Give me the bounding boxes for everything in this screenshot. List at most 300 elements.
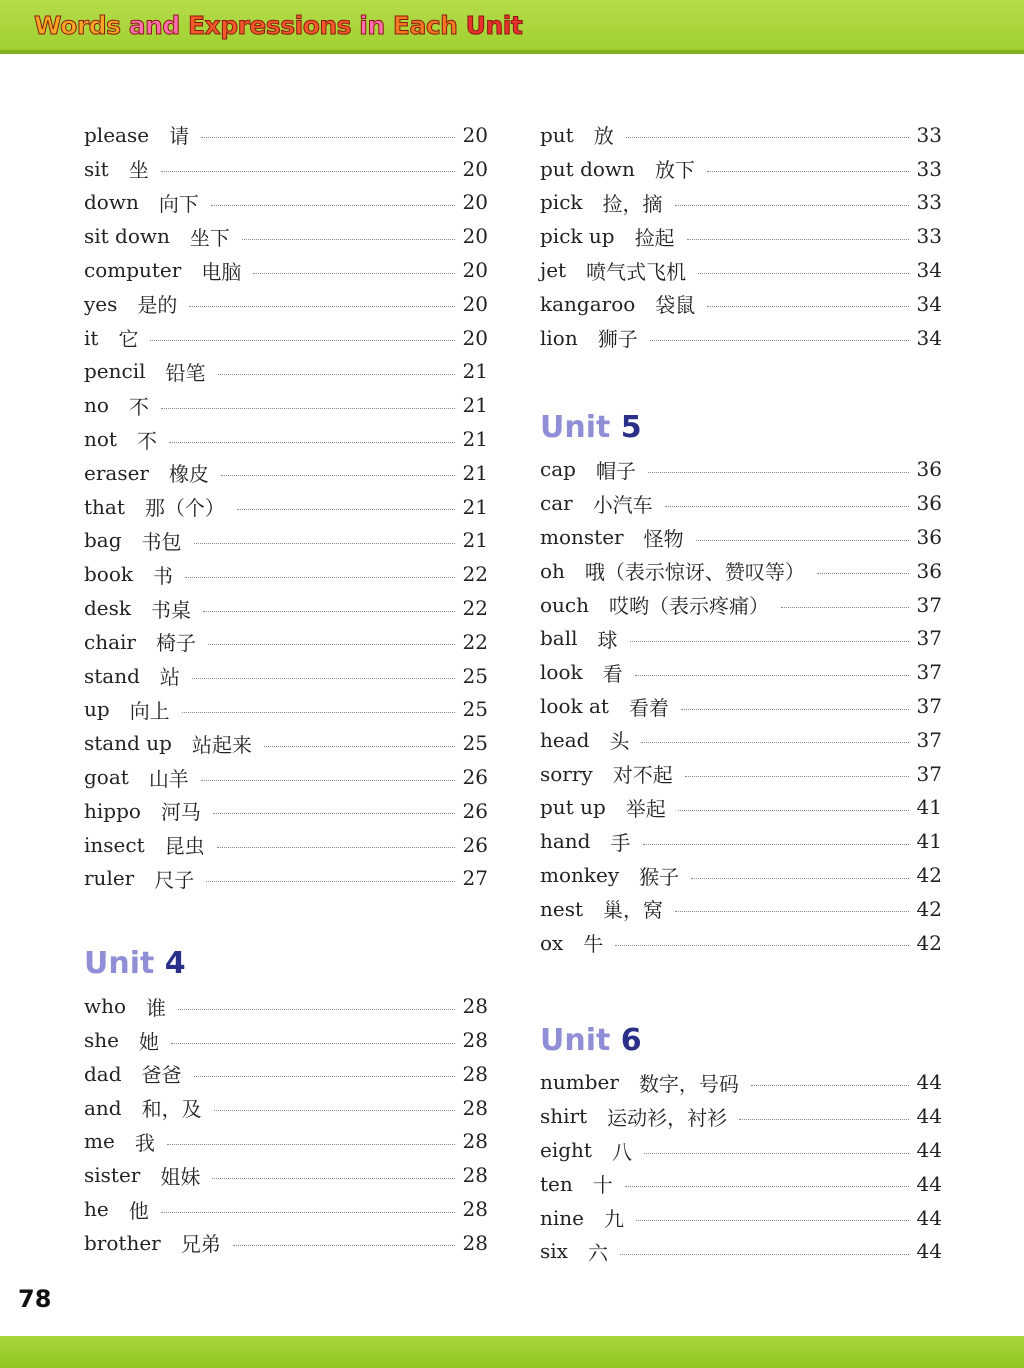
- chinese-meaning: 书桌: [151, 597, 192, 622]
- chinese-meaning: 谁: [146, 995, 167, 1020]
- dot-leader: [171, 1043, 455, 1044]
- english-word: ten: [540, 1171, 573, 1196]
- page-ref: 25: [462, 697, 488, 722]
- page-ref: 20: [462, 122, 488, 147]
- english-word: six: [540, 1239, 568, 1264]
- vocab-entry: [540, 186, 942, 220]
- vocab-entry: [540, 791, 942, 825]
- english-word: monster: [540, 525, 624, 550]
- vocab-entry: [540, 1133, 942, 1167]
- english-word: oh: [540, 558, 565, 583]
- vocab-entry: [540, 1167, 942, 1201]
- dot-leader: [221, 475, 455, 476]
- english-word: look at: [540, 694, 609, 719]
- page-ref: 27: [462, 866, 488, 891]
- dot-leader: [182, 712, 455, 713]
- vocab-entry: [84, 321, 488, 355]
- page-ref: 33: [916, 190, 942, 215]
- page-ref: 33: [916, 224, 942, 249]
- header-band: [0, 0, 1024, 54]
- chinese-meaning: 狮子: [597, 327, 638, 352]
- chinese-meaning: 对不起: [612, 763, 673, 788]
- chinese-meaning: 它: [118, 327, 139, 352]
- vocab-entry: [84, 1091, 488, 1125]
- english-word: put up: [540, 795, 606, 820]
- dot-leader: [218, 374, 455, 375]
- vocab-entry: [84, 1226, 488, 1260]
- english-word: sister: [84, 1163, 141, 1188]
- title-word-3: Expressions: [187, 11, 352, 40]
- dot-leader: [707, 306, 908, 307]
- page-ref: 28: [462, 1197, 488, 1221]
- dot-leader: [698, 273, 908, 274]
- chinese-meaning: 尺子: [154, 867, 195, 892]
- word-list-unit-5: [540, 453, 942, 960]
- chinese-meaning: 椅子: [155, 631, 196, 656]
- vocab-entry: [84, 625, 488, 659]
- word-list-unit-6: [540, 1066, 942, 1269]
- vocab-entry: [84, 591, 488, 625]
- chinese-meaning: 站起来: [191, 732, 252, 757]
- page-ref: 26: [462, 798, 488, 823]
- dot-leader: [665, 506, 909, 507]
- page-title: [34, 11, 522, 41]
- english-word: hand: [540, 829, 591, 854]
- chinese-meaning: 站: [159, 665, 180, 690]
- vocab-entry: [84, 456, 488, 490]
- page-ref: 28: [462, 1163, 488, 1188]
- chinese-meaning: 捡，摘: [602, 191, 663, 216]
- page-ref: 42: [916, 930, 942, 955]
- vocab-entry: [540, 118, 942, 152]
- dot-leader: [242, 239, 455, 240]
- chinese-meaning: 请: [169, 124, 190, 149]
- unit-label: Unit: [540, 1022, 611, 1058]
- page-ref: 34: [916, 325, 942, 350]
- chinese-meaning: 袋鼠: [655, 293, 696, 318]
- chinese-meaning: 姐妹: [160, 1164, 201, 1189]
- dot-leader: [211, 205, 455, 206]
- vocab-entry: [84, 355, 488, 389]
- page-ref: 37: [916, 727, 942, 752]
- page-ref: 28: [462, 1061, 488, 1086]
- chinese-meaning: 河马: [160, 800, 201, 825]
- word-list-left-a: [84, 118, 488, 895]
- vocab-entry: [84, 862, 488, 896]
- vocab-entry: [84, 490, 488, 524]
- vocab-entry: [540, 321, 942, 355]
- english-word: number: [540, 1070, 619, 1095]
- vocab-entry: [84, 152, 488, 186]
- chinese-meaning: 球: [597, 627, 618, 652]
- header-strip: [0, 50, 1024, 54]
- chinese-meaning: 喷气式飞机: [586, 259, 687, 284]
- dot-leader: [675, 911, 909, 912]
- vocab-entry: [84, 219, 488, 253]
- page-ref: 28: [462, 1129, 488, 1154]
- vocab-entry: [540, 892, 942, 926]
- english-word: pick: [540, 190, 583, 215]
- chinese-meaning: 坐: [128, 158, 149, 183]
- title-word-6: Unit: [465, 11, 523, 40]
- chinese-meaning: 小汽车: [592, 492, 653, 517]
- english-word: kangaroo: [540, 291, 636, 316]
- dot-leader: [739, 1119, 908, 1120]
- page-ref: 37: [916, 592, 942, 617]
- dot-leader: [201, 137, 454, 138]
- dot-leader: [630, 641, 909, 642]
- dot-leader: [641, 742, 908, 743]
- page-ref: 28: [462, 994, 488, 1019]
- english-word: me: [84, 1129, 115, 1154]
- chinese-meaning: 我: [134, 1130, 155, 1155]
- page-ref: 25: [462, 731, 488, 756]
- english-word: lion: [540, 325, 578, 350]
- dot-leader: [237, 509, 455, 510]
- english-word: eight: [540, 1138, 592, 1163]
- english-word: yes: [84, 291, 118, 316]
- word-list-right-a: [540, 118, 942, 355]
- vocab-entry: [84, 693, 488, 727]
- english-word: goat: [84, 765, 129, 790]
- page-ref: 42: [916, 896, 942, 921]
- english-word: up: [84, 697, 110, 722]
- vocab-entry: [540, 858, 942, 892]
- dot-leader: [817, 573, 909, 574]
- english-word: nine: [540, 1205, 584, 1230]
- page-ref: 36: [916, 558, 942, 583]
- english-word: computer: [84, 258, 182, 283]
- vocab-entry: [540, 622, 942, 656]
- chinese-meaning: 举起: [625, 796, 666, 821]
- chinese-meaning: 山羊: [148, 766, 189, 791]
- english-word: cap: [540, 457, 576, 482]
- unit-6-heading: [540, 1016, 942, 1066]
- english-word: ox: [540, 930, 564, 955]
- dot-leader: [635, 675, 909, 676]
- english-word: jet: [540, 258, 567, 283]
- page-ref: 37: [916, 694, 942, 719]
- english-word: sorry: [540, 761, 593, 786]
- chinese-meaning: 电脑: [201, 259, 242, 284]
- vocab-entry: [84, 287, 488, 321]
- page-ref: 28: [462, 1230, 488, 1255]
- english-word: hippo: [84, 798, 141, 823]
- dot-leader: [626, 137, 909, 138]
- dot-leader: [169, 442, 455, 443]
- english-word: desk: [84, 596, 132, 621]
- vocab-entry: [84, 1023, 488, 1057]
- english-word: sit down: [84, 224, 170, 249]
- chinese-meaning: 猴子: [639, 864, 680, 889]
- dot-leader: [150, 340, 454, 341]
- dot-leader: [253, 273, 454, 274]
- english-word: and: [84, 1095, 122, 1120]
- footer-band: [0, 1336, 1024, 1368]
- dot-leader: [643, 844, 909, 845]
- english-word: shirt: [540, 1104, 588, 1129]
- chinese-meaning: 向下: [158, 191, 199, 216]
- page-ref: 36: [916, 491, 942, 516]
- page-ref: 28: [462, 1028, 488, 1053]
- vocab-entry: [540, 1066, 942, 1100]
- english-word: not: [84, 427, 117, 452]
- page-ref: 33: [916, 156, 942, 181]
- english-word: ruler: [84, 866, 135, 891]
- english-word: pick up: [540, 224, 615, 249]
- page-ref: 22: [462, 562, 488, 587]
- chinese-meaning: 怪物: [643, 526, 684, 551]
- dot-leader: [678, 810, 909, 811]
- dot-leader: [194, 543, 455, 544]
- dot-leader: [636, 1220, 909, 1221]
- english-word: pencil: [84, 359, 146, 384]
- page-ref: 42: [916, 863, 942, 888]
- dot-leader: [161, 171, 455, 172]
- dot-leader: [644, 1153, 909, 1154]
- page-ref: 20: [462, 156, 488, 181]
- left-column: [84, 118, 488, 1260]
- chinese-meaning: 帽子: [595, 458, 636, 483]
- page-ref: 20: [462, 325, 488, 350]
- page-ref: 44: [916, 1239, 942, 1264]
- chinese-meaning: 哎哟（表示疼痛）: [609, 594, 770, 619]
- dot-leader: [189, 306, 454, 307]
- english-word: look: [540, 660, 583, 685]
- page-ref: 37: [916, 761, 942, 786]
- dot-leader: [681, 709, 909, 710]
- vocab-entry: [540, 219, 942, 253]
- vocab-entry: [540, 486, 942, 520]
- vocab-entry: [540, 1201, 942, 1235]
- page-ref: 21: [462, 528, 488, 553]
- english-word: it: [84, 325, 99, 350]
- vocab-entry: [540, 757, 942, 791]
- vocab-entry: [84, 388, 488, 422]
- unit-number: 6: [620, 1022, 642, 1058]
- page-ref: 44: [916, 1138, 942, 1163]
- page-ref: 22: [462, 629, 488, 654]
- vocab-entry: [540, 655, 942, 689]
- english-word: put: [540, 122, 574, 147]
- english-word: monkey: [540, 863, 620, 888]
- chinese-meaning: 哦（表示惊讶、赞叹等）: [584, 560, 805, 585]
- dot-leader: [178, 1009, 455, 1010]
- vocab-entry: [84, 524, 488, 558]
- page-ref: 33: [916, 122, 942, 147]
- vocab-entry: [84, 253, 488, 287]
- title-word-5: Each: [392, 11, 458, 40]
- english-word: insect: [84, 832, 145, 857]
- vocab-entry: [540, 926, 942, 960]
- dot-leader: [751, 1085, 909, 1086]
- unit-number: 4: [164, 946, 186, 982]
- word-list-unit-4: [84, 989, 488, 1259]
- chinese-meaning: 八: [611, 1139, 632, 1164]
- page-ref: 36: [916, 525, 942, 550]
- dot-leader: [781, 607, 909, 608]
- chinese-meaning: 书包: [141, 529, 182, 554]
- english-word: he: [84, 1197, 109, 1221]
- vocab-entry: [84, 118, 488, 152]
- chinese-meaning: 向上: [129, 698, 170, 723]
- vocab-entry: [84, 828, 488, 862]
- chinese-meaning: 不: [128, 394, 149, 419]
- dot-leader: [161, 408, 455, 409]
- vocab-entry: [84, 1057, 488, 1091]
- unit-5-heading: [540, 403, 942, 453]
- page-ref: 21: [462, 359, 488, 384]
- chinese-meaning: 手: [610, 830, 631, 855]
- dot-leader: [213, 813, 455, 814]
- dot-leader: [685, 776, 909, 777]
- english-word: down: [84, 190, 139, 215]
- chinese-meaning: 数字，号码: [638, 1071, 739, 1096]
- chinese-meaning: 兄弟: [180, 1232, 221, 1257]
- page-ref: 20: [462, 190, 488, 215]
- vocab-entry: [84, 726, 488, 760]
- page-ref: 21: [462, 393, 488, 418]
- page-ref: 36: [916, 457, 942, 482]
- chinese-meaning: 运动衫，衬衫: [607, 1105, 728, 1130]
- title-word-1: Words: [34, 11, 121, 40]
- dot-leader: [691, 878, 908, 879]
- page-ref: 20: [462, 291, 488, 316]
- vocab-entry: [84, 794, 488, 828]
- english-word: head: [540, 727, 590, 752]
- vocab-entry: [540, 588, 942, 622]
- english-word: ball: [540, 626, 578, 651]
- page-ref: 26: [462, 832, 488, 857]
- dot-leader: [185, 577, 455, 578]
- english-word: that: [84, 494, 125, 519]
- vocab-entry: [84, 557, 488, 591]
- unit-4-heading: [84, 939, 488, 989]
- page-ref: 34: [916, 291, 942, 316]
- vocab-entry: [84, 760, 488, 794]
- vocab-entry: [84, 1125, 488, 1159]
- vocab-entry: [84, 422, 488, 456]
- dot-leader: [264, 746, 455, 747]
- vocab-entry: [84, 186, 488, 220]
- chinese-meaning: 放: [593, 124, 614, 149]
- english-word: please: [84, 122, 150, 147]
- page-ref: 28: [462, 1095, 488, 1120]
- english-word: she: [84, 1028, 119, 1053]
- page-ref: 20: [462, 258, 488, 283]
- chinese-meaning: 牛: [583, 932, 604, 957]
- dot-leader: [203, 611, 455, 612]
- chinese-meaning: 看: [602, 661, 623, 686]
- english-word: stand: [84, 663, 140, 688]
- chinese-meaning: 昆虫: [164, 834, 205, 859]
- english-word: brother: [84, 1230, 161, 1255]
- page-ref: 44: [916, 1171, 942, 1196]
- page-ref: 21: [462, 427, 488, 452]
- dot-leader: [212, 1178, 454, 1179]
- english-word: who: [84, 994, 127, 1019]
- page-ref: 34: [916, 258, 942, 283]
- dot-leader: [650, 340, 909, 341]
- dot-leader: [687, 239, 909, 240]
- page-ref: 22: [462, 596, 488, 621]
- dot-leader: [167, 1144, 455, 1145]
- page-ref: 26: [462, 765, 488, 790]
- vocab-entry: [84, 989, 488, 1023]
- chinese-meaning: 十: [592, 1173, 613, 1198]
- dot-leader: [201, 780, 455, 781]
- dot-leader: [615, 945, 908, 946]
- english-word: chair: [84, 629, 136, 654]
- page-number: 78: [18, 1285, 52, 1313]
- vocab-entry: [540, 1235, 942, 1269]
- english-word: no: [84, 393, 109, 418]
- page-ref: 41: [916, 829, 942, 854]
- vocab-entry: [540, 554, 942, 588]
- chinese-meaning: 看着: [628, 695, 669, 720]
- page-ref: 37: [916, 660, 942, 685]
- chinese-meaning: 坐下: [189, 225, 230, 250]
- chinese-meaning: 书: [153, 563, 174, 588]
- page-ref: 44: [916, 1070, 942, 1095]
- vocab-entry: [540, 1099, 942, 1133]
- dot-leader: [217, 847, 455, 848]
- unit-label: Unit: [84, 946, 155, 982]
- dot-leader: [214, 1110, 455, 1111]
- chinese-meaning: 那（个）: [144, 496, 225, 521]
- chinese-meaning: 六: [587, 1240, 608, 1265]
- english-word: dad: [84, 1061, 122, 1086]
- chinese-meaning: 他: [128, 1198, 149, 1223]
- chinese-meaning: 巢，窝: [603, 898, 664, 923]
- dot-leader: [696, 540, 909, 541]
- chinese-meaning: 铅笔: [165, 360, 206, 385]
- vocab-entry: [540, 253, 942, 287]
- english-word: sit: [84, 156, 109, 181]
- english-word: stand up: [84, 731, 172, 756]
- english-word: put down: [540, 156, 635, 181]
- dot-leader: [625, 1186, 909, 1187]
- title-word-2: and: [128, 11, 180, 40]
- vocab-entry: [540, 152, 942, 186]
- vocab-entry: [540, 287, 942, 321]
- vocab-entry: [84, 659, 488, 693]
- dot-leader: [208, 644, 455, 645]
- english-word: car: [540, 491, 573, 516]
- chinese-meaning: 放下: [654, 158, 695, 183]
- chinese-meaning: 不: [136, 428, 157, 453]
- chinese-meaning: 是的: [137, 293, 178, 318]
- vocab-entry: [540, 824, 942, 858]
- chinese-meaning: 头: [609, 729, 630, 754]
- title-word-4: in: [359, 11, 385, 40]
- dot-leader: [675, 205, 909, 206]
- dot-leader: [161, 1212, 455, 1213]
- page-ref: 21: [462, 460, 488, 485]
- vocab-entry: [540, 453, 942, 487]
- page-ref: 20: [462, 224, 488, 249]
- chinese-meaning: 九: [604, 1207, 624, 1232]
- vocab-entry: [84, 1192, 488, 1226]
- unit-number: 5: [620, 409, 642, 445]
- page-ref: 21: [462, 494, 488, 519]
- vocab-entry: [540, 520, 942, 554]
- chinese-meaning: 捡起: [634, 225, 675, 250]
- dot-leader: [194, 1076, 455, 1077]
- dot-leader: [648, 472, 909, 473]
- english-word: bag: [84, 528, 122, 553]
- page-ref: 44: [916, 1104, 942, 1129]
